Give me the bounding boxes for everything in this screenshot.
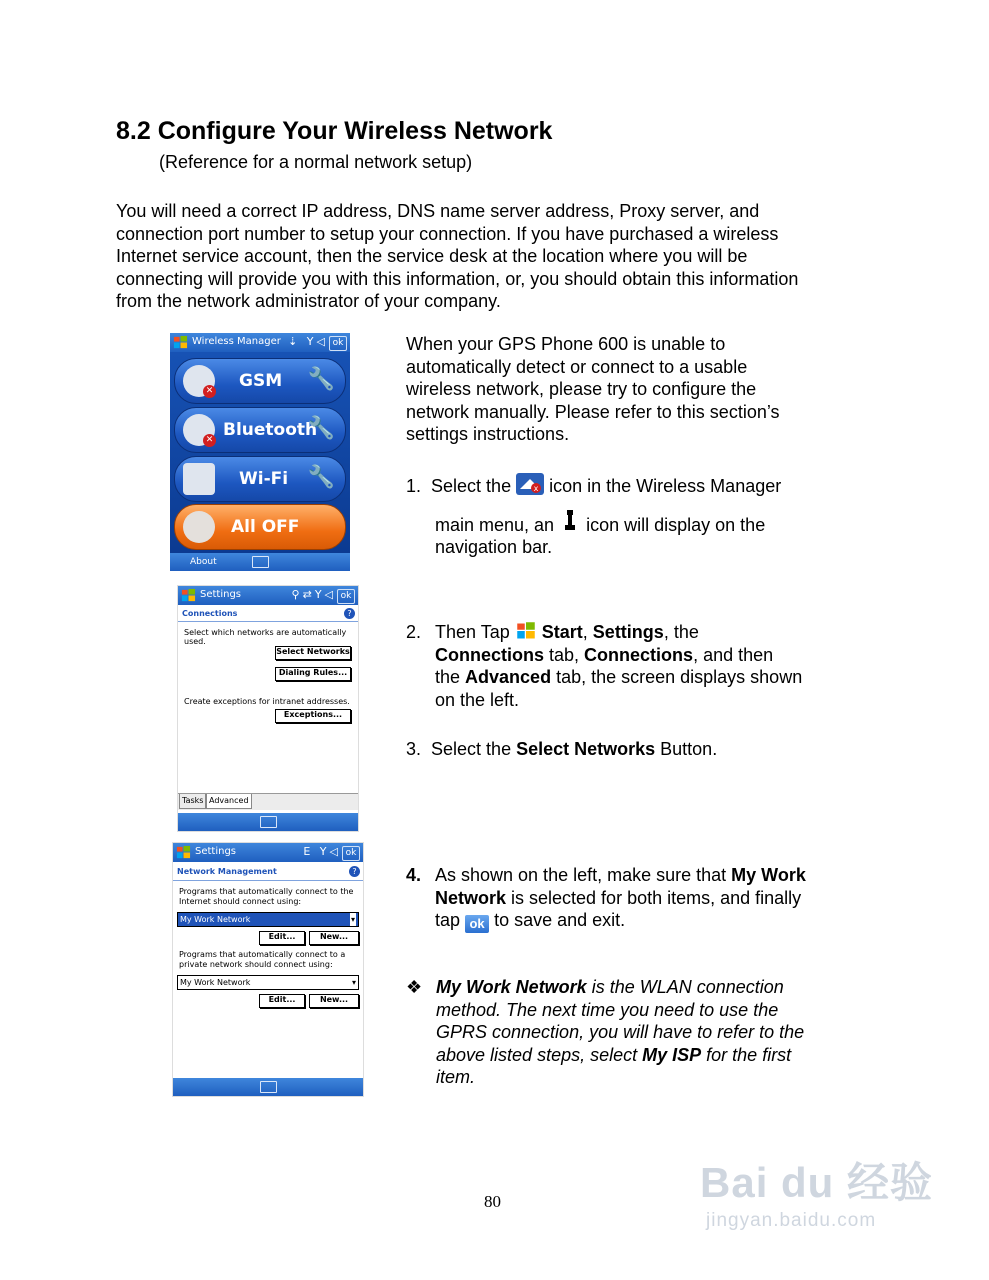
wifi-router-icon <box>183 463 215 495</box>
page-subtitle: (Reference for a normal network setup) <box>159 152 473 172</box>
note <box>406 976 866 1089</box>
tab-strip <box>178 793 358 810</box>
baidu-watermark <box>700 1150 940 1250</box>
step-text: tab, <box>544 644 585 665</box>
menu-bar <box>170 553 350 571</box>
dropdown-arrow-icon[interactable]: ▾ <box>350 915 355 924</box>
step-text: main menu, an <box>435 514 555 535</box>
bluetooth-button[interactable] <box>174 407 346 453</box>
divider <box>173 880 363 881</box>
tab-tasks[interactable]: Tasks <box>179 794 206 809</box>
connections-label: Connections <box>584 644 694 665</box>
help-icon[interactable]: ? <box>349 866 360 877</box>
wrench-icon: 🔧 <box>307 465 335 490</box>
intro-line: connecting will provide you with this information, or, you should obtain this information <box>116 268 799 289</box>
paragraph-line: settings instructions. <box>406 424 570 444</box>
note-text: method. The next time you need to use the <box>436 999 779 1020</box>
step-text: Select the <box>431 476 512 496</box>
divider <box>178 621 358 622</box>
page-title: 8.2 Configure Your Wireless Network <box>116 117 553 145</box>
connections-tab-label: Connections <box>435 644 545 665</box>
tab-advanced[interactable]: Advanced <box>206 794 252 809</box>
step-text: to save and exit. <box>494 910 626 930</box>
window-title: Wireless Manager <box>192 336 281 347</box>
windows-flag-icon <box>176 845 191 860</box>
svg-text:x: x <box>533 484 539 493</box>
watermark-url: jingyan.baidu.com <box>706 1210 877 1231</box>
about-menu[interactable]: About <box>190 557 217 567</box>
windows-flag-icon <box>173 335 188 350</box>
status-icons: ⇣ Y◁ <box>288 335 328 348</box>
step-number: 1. <box>406 476 422 496</box>
wireless-manager-body <box>170 352 350 553</box>
watermark-logo-text: Bai du 经验 <box>700 1159 934 1206</box>
title-bar <box>178 586 358 605</box>
wireless-manager-icon <box>516 473 544 495</box>
note-text: above listed steps, select <box>436 1044 643 1065</box>
step-4 <box>406 864 866 933</box>
wifi-button[interactable] <box>174 456 346 502</box>
intro-line: Internet service account, then the service desk at the location where you will be <box>116 246 748 266</box>
title-bar <box>173 843 363 862</box>
note-text: for the first <box>701 1044 792 1065</box>
step-text: Select the <box>431 739 517 759</box>
gsm-label: GSM <box>239 371 283 391</box>
title-bar <box>170 333 350 352</box>
status-icons: E Y◁ <box>303 845 341 858</box>
ok-button[interactable]: ok <box>329 336 347 351</box>
network-management-body <box>173 862 363 1096</box>
instruction-text: Create exceptions for intranet addresses. <box>184 697 350 706</box>
step-text: tap <box>435 910 461 930</box>
step-number: 2. <box>406 622 422 642</box>
section-title: Connections <box>182 609 238 618</box>
windows-flag-icon <box>181 588 196 603</box>
gsm-button[interactable] <box>174 358 346 404</box>
instruction-text: Select which networks are automatically used. <box>184 628 347 646</box>
help-icon[interactable]: ? <box>344 608 355 619</box>
note-text: GPRS connection, you will have to refer to the <box>436 1022 805 1042</box>
step-1 <box>406 473 866 559</box>
keyboard-icon[interactable] <box>252 556 269 568</box>
wifi-label: Wi-Fi <box>239 469 289 489</box>
keyboard-icon[interactable] <box>260 1081 277 1093</box>
step-text: , <box>582 622 593 642</box>
select-networks-label: Select Networks <box>516 739 656 759</box>
ok-button[interactable]: ok <box>342 846 360 861</box>
section-title: Network Management <box>177 867 277 876</box>
wrench-icon: 🔧 <box>307 367 335 392</box>
edit-button[interactable]: Edit... <box>259 931 305 945</box>
antenna-icon <box>559 510 581 534</box>
step-text: , the <box>663 622 699 642</box>
windows-start-icon <box>515 621 537 641</box>
paragraph-line: wireless network, please try to configure the <box>406 379 757 399</box>
step-2 <box>406 621 866 711</box>
step-text: is selected for both items, and finally <box>506 887 802 908</box>
ok-button[interactable]: ok <box>337 589 355 604</box>
step-3 <box>406 738 866 761</box>
connections-body <box>178 605 358 831</box>
wireless-manager-screenshot <box>170 333 350 571</box>
window-title: Settings <box>200 589 242 600</box>
start-label: Start <box>541 622 583 642</box>
step-text: navigation bar. <box>435 537 553 557</box>
note-text: item. <box>436 1067 476 1087</box>
step-text: icon will display on the <box>586 514 766 535</box>
unable-paragraph <box>406 333 856 446</box>
private-connection-select[interactable] <box>177 975 359 990</box>
paragraph-line: When your GPS Phone 600 is unable to <box>406 334 726 354</box>
network-label: Network <box>435 887 507 908</box>
diamond-bullet-icon: ❖ <box>406 977 423 997</box>
ok-icon: ok <box>465 915 489 933</box>
page-number: 80 <box>484 1192 501 1211</box>
off-x-icon: ✕ <box>203 385 216 398</box>
paragraph-line: automatically detect or connect to a usable <box>406 356 748 377</box>
window-title: Settings <box>195 846 237 857</box>
new-button[interactable]: New... <box>309 931 359 945</box>
instruction-text: private network should connect using: <box>179 960 333 969</box>
step-text: Then Tap <box>435 622 510 642</box>
selected-value: My Work Network <box>180 978 251 987</box>
step-text: tab, the screen displays shown <box>551 667 803 687</box>
all-off-icon <box>183 511 215 543</box>
selected-value: My Work Network <box>180 915 251 924</box>
instruction-text: Programs that automatically connect to a <box>179 950 346 959</box>
select-networks-button[interactable]: Select Networks <box>275 646 351 660</box>
edit-button[interactable]: Edit... <box>259 994 305 1008</box>
dropdown-arrow-icon[interactable]: ▾ <box>351 978 356 987</box>
internet-connection-select[interactable] <box>177 912 359 927</box>
instruction-text: Programs that automatically connect to the <box>179 887 354 896</box>
menu-bar <box>178 813 358 831</box>
note-text: is the WLAN connection <box>586 977 784 997</box>
paragraph-line: network manually. Please refer to this section’s <box>406 401 780 422</box>
settings-label: Settings <box>592 622 664 642</box>
intro-line: You will need a correct IP address, DNS name server address, Proxy server, and <box>116 201 760 221</box>
my-work-network-label: My Work Network <box>436 977 587 997</box>
network-management-screenshot <box>172 842 364 1097</box>
step-text: the <box>435 667 466 687</box>
step-number: 3. <box>406 739 422 759</box>
wrench-icon: 🔧 <box>307 416 335 441</box>
dialing-rules-button[interactable]: Dialing Rules... <box>275 667 351 681</box>
intro-line: connection port number to setup your connection. If you have purchased a wireless <box>116 223 779 244</box>
new-button[interactable]: New... <box>309 994 359 1008</box>
step-text: icon in the Wireless Manager <box>549 476 782 496</box>
connections-screenshot <box>177 585 359 832</box>
intro-paragraph <box>116 200 876 313</box>
my-isp-label: My ISP <box>642 1044 702 1065</box>
keyboard-icon[interactable] <box>260 816 277 828</box>
step-number: 4. <box>406 865 422 885</box>
intro-line: from the network administrator of your company. <box>116 291 501 311</box>
step-text: , and then <box>693 644 774 665</box>
instruction-text: Internet should connect using: <box>179 897 302 906</box>
exceptions-button[interactable]: Exceptions... <box>275 709 351 723</box>
step-text: Button. <box>655 739 718 759</box>
status-icons: ⚲⇄Y◁ <box>291 588 336 601</box>
off-x-icon: ✕ <box>203 434 216 447</box>
advanced-label: Advanced <box>465 667 552 687</box>
menu-bar <box>173 1078 363 1096</box>
all-off-button[interactable] <box>174 504 346 550</box>
step-text: As shown on the left, make sure that <box>435 865 732 885</box>
my-work-label: My Work <box>731 865 806 885</box>
bluetooth-label: Bluetooth <box>223 420 318 440</box>
all-off-label: All OFF <box>231 517 300 537</box>
step-text: on the left. <box>435 689 520 710</box>
